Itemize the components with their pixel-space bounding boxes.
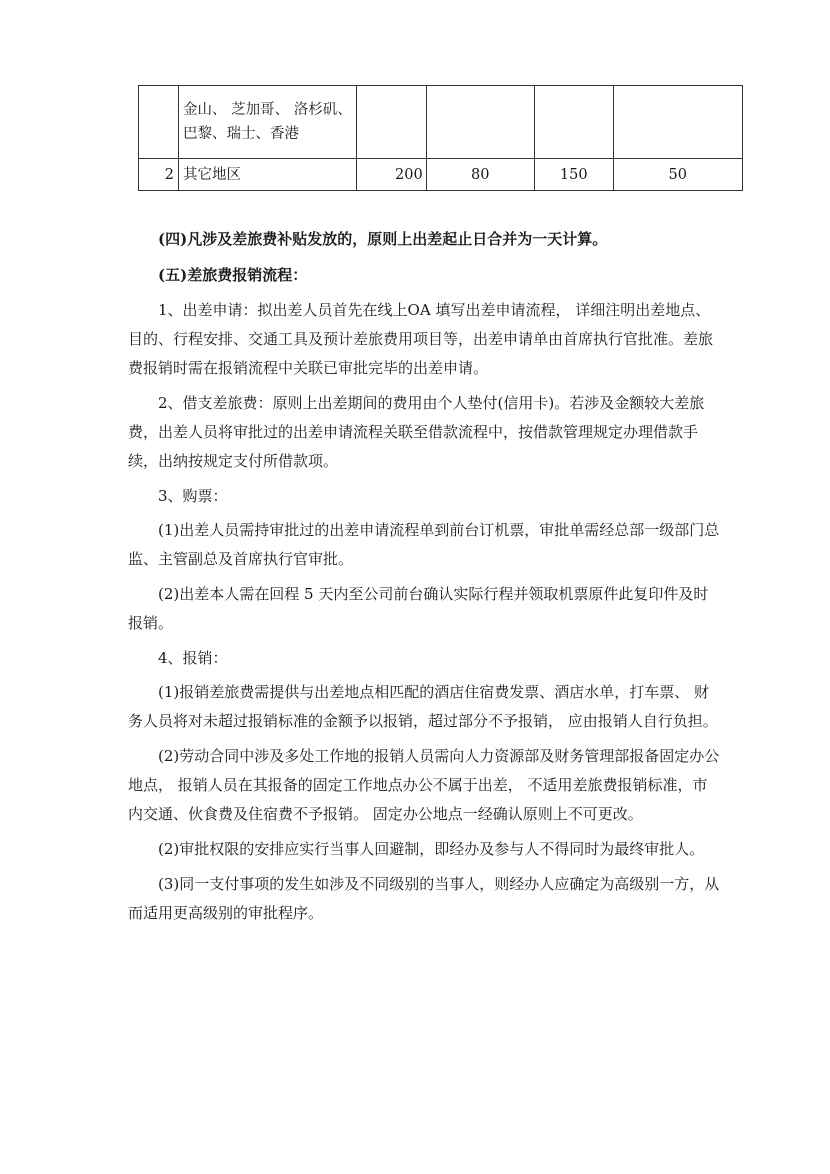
value-cell: 150	[534, 159, 613, 191]
paragraph: (2)审批权限的安排应实行当事人回避制，即经办及参与人不得同时为最终审批人。	[158, 840, 705, 858]
table-row	[139, 159, 743, 191]
paragraph: (1)出差人员需持审批过的出差申请流程单到前台订机票，审批单需经总部一级部门总监、主管副总及首席执行官审批。	[128, 521, 720, 568]
value-cell	[534, 86, 613, 159]
paragraph: (2)劳动合同中涉及多处工作地的报销人员需向人力资源部及财务管理部报备固定办公地点， 报销人员在其报备的固定工作地点办公不属于出差， 不适用差旅费报销标准，市内交通、伙食费及住宿费不予报销。 固定办公地点一经确认原则上不可更改。	[128, 747, 720, 823]
value-cell	[613, 86, 742, 159]
paragraph: (1)报销差旅费需提供与出差地点相匹配的酒店住宿费发票、酒店水单，打车票、 财务人员将对未超过报销标准的金额予以报销，超过部分不予报销， 应由报销人自行负担。	[128, 683, 718, 730]
row-index-cell	[139, 86, 179, 159]
value-cell: 200	[356, 159, 426, 191]
paragraph: (2)出差本人需在回程 5 天内至公司前台确认实际行程并领取机票原件此复印件及时报销。	[128, 585, 709, 632]
row-index-cell: 2	[139, 159, 179, 191]
section-heading: (五)差旅费报销流程：	[158, 266, 308, 284]
paragraph: 4、报销：	[158, 649, 228, 667]
travel-allowance-table	[138, 85, 743, 191]
value-cell	[356, 86, 426, 159]
paragraph: 2、借支差旅费：原则上出差期间的费用由个人垫付(信用卡)。若涉及金额较大差旅费，出差人员将审批过的出差申请流程关联至借款流程中，按借款管理规定办理借款手续，出纳按规定支付所借款项。	[128, 394, 705, 470]
paragraph: 1、出差申请：拟出差人员首先在线上OA 填写出差申请流程， 详细注明出差地点、目的、行程安排、交通工具及预计差旅费用项目等，出差申请单由首席执行官批准。差旅费报销时需在报销流程中关联已审批完毕的出差申请。	[128, 301, 714, 377]
section-heading: (四)凡涉及差旅费补贴发放的，原则上出差起止日合并为一天计算。	[158, 230, 608, 248]
region-cell	[179, 86, 357, 159]
document-body	[128, 224, 720, 934]
region-line: 金山、 芝加哥、 洛杉矶、	[183, 102, 352, 118]
region-cell: 其它地区	[179, 159, 357, 191]
table-row	[139, 86, 743, 159]
region-line: 巴黎、瑞士、香港	[183, 126, 299, 142]
value-cell	[426, 86, 534, 159]
value-cell: 50	[613, 159, 742, 191]
paragraph: 3、购票：	[158, 487, 228, 505]
paragraph: (3)同一支付事项的发生如涉及不同级别的当事人，则经办人应确定为高级别一方，从而适用更高级别的审批程序。	[128, 875, 720, 922]
value-cell: 80	[426, 159, 534, 191]
